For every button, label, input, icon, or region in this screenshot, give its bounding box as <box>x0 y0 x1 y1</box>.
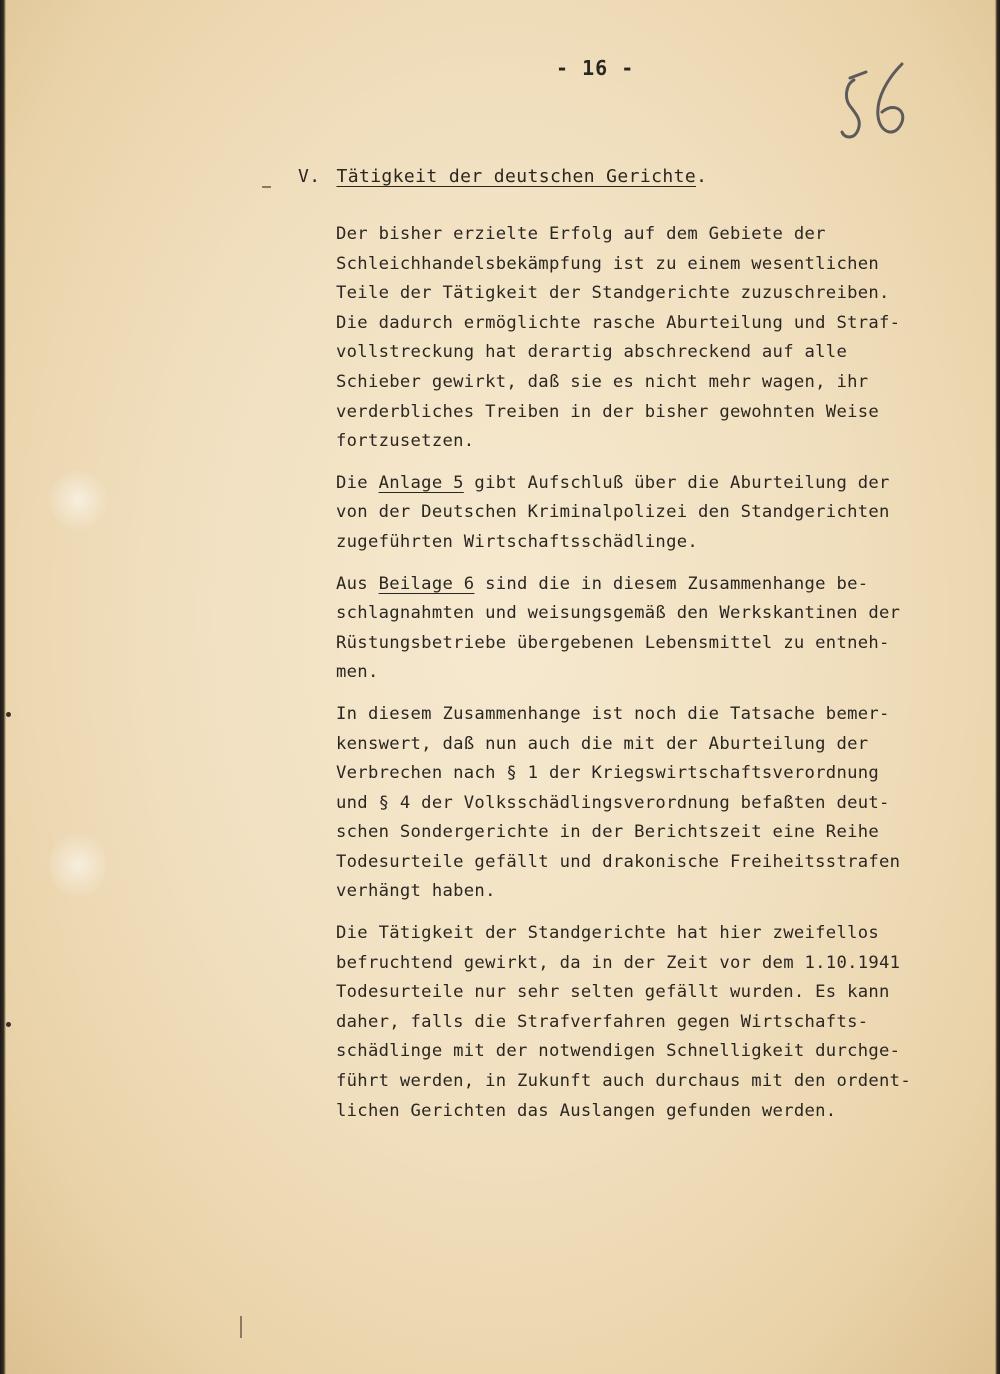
section-number: V. <box>298 166 321 187</box>
paragraph <box>336 919 976 1126</box>
text-line: daher, falls die Strafverfahren gegen Wirtschafts- <box>336 1011 869 1032</box>
text-line: Rüstungsbetriebe übergebenen Lebensmittel zu entneh- <box>336 632 890 653</box>
document-body <box>336 220 976 1138</box>
reference-anlage-5: Anlage 5 <box>378 472 464 493</box>
text-line: verhängt haben. <box>336 881 496 902</box>
paragraph <box>336 220 976 457</box>
text-line: und § 4 der Volksschädlingsverordnung befaßten deut- <box>336 792 890 813</box>
pencil-mark <box>262 186 271 188</box>
text-line: kenswert, daß nun auch die mit der Aburteilung der <box>336 733 869 754</box>
text-line: verderbliches Treiben in der bisher gewohnten Weise <box>336 401 880 422</box>
text-line: befruchtend gewirkt, da in der Zeit vor dem 1.10.1941 <box>336 952 901 973</box>
text-line <box>336 469 976 499</box>
paragraph <box>336 469 976 558</box>
text-run: Aus <box>336 573 379 594</box>
binding-hole <box>6 1022 11 1027</box>
text-run: gibt Aufschluß über die Aburteilung der <box>463 472 890 493</box>
text-line: von der Deutschen Kriminalpolizei den Standgerichten <box>336 502 890 523</box>
text-line: In diesem Zusammenhange ist noch die Tatsache bemer- <box>336 703 890 724</box>
text-line: men. <box>336 662 379 683</box>
text-line: Schieber gewirkt, daß sie es nicht mehr wagen, ihr <box>336 371 869 392</box>
text-run: Die <box>336 472 379 493</box>
text-line: führt werden, in Zukunft auch durchaus mit den ordent- <box>336 1071 911 1092</box>
paper-stain <box>48 470 108 530</box>
text-line: Todesurteile nur sehr selten gefällt wurden. Es kann <box>336 982 890 1003</box>
text-line: fortzusetzen. <box>336 431 475 452</box>
binding-hole <box>6 712 11 717</box>
paper-stain <box>50 830 106 900</box>
section-title: Tätigkeit der deutschen Gerichte <box>336 166 697 187</box>
paragraph <box>336 700 976 907</box>
text-line: Die Tätigkeit der Standgerichte hat hier zweifellos <box>336 923 880 944</box>
scan-edge-right <box>995 0 1000 1374</box>
text-run: sind die in diesem Zusammenhange be- <box>474 573 869 594</box>
text-line: lichen Gerichten das Auslangen gefunden werden. <box>336 1100 837 1121</box>
text-line: Verbrechen nach § 1 der Kriegswirtschaftsverordnung <box>336 763 880 784</box>
reference-beilage-6: Beilage 6 <box>378 573 475 594</box>
text-line: schlagnahmten und weisungsgemäß den Werkskantinen der <box>336 603 901 624</box>
text-line: vollstreckung hat derartig abschreckend auf alle <box>336 342 848 363</box>
text-line: Schleichhandelsbekämpfung ist zu einem wesentlichen <box>336 253 880 274</box>
handwritten-folio-number <box>836 58 916 148</box>
text-line <box>336 570 976 600</box>
text-line: Teile der Tätigkeit der Standgerichte zuzuschreiben. <box>336 283 890 304</box>
section-title-end: . <box>696 166 708 187</box>
scan-edge-left <box>0 0 6 1374</box>
page-number: - 16 - <box>556 56 635 80</box>
text-line: schädlinge mit der notwendigen Schnelligkeit durchge- <box>336 1041 901 1062</box>
text-line: Die dadurch ermöglichte rasche Aburteilung und Straf- <box>336 312 901 333</box>
text-line: schen Sondergerichte in der Berichtszeit eine Reihe <box>336 822 880 843</box>
text-line: zugeführten Wirtschaftsschädlinge. <box>336 531 699 552</box>
paragraph <box>336 570 976 688</box>
text-line: Todesurteile gefällt und drakonische Freiheitsstrafen <box>336 851 901 872</box>
pencil-mark <box>240 1316 242 1338</box>
text-line: Der bisher erzielte Erfolg auf dem Gebiete der <box>336 224 826 244</box>
section-heading <box>298 166 707 187</box>
